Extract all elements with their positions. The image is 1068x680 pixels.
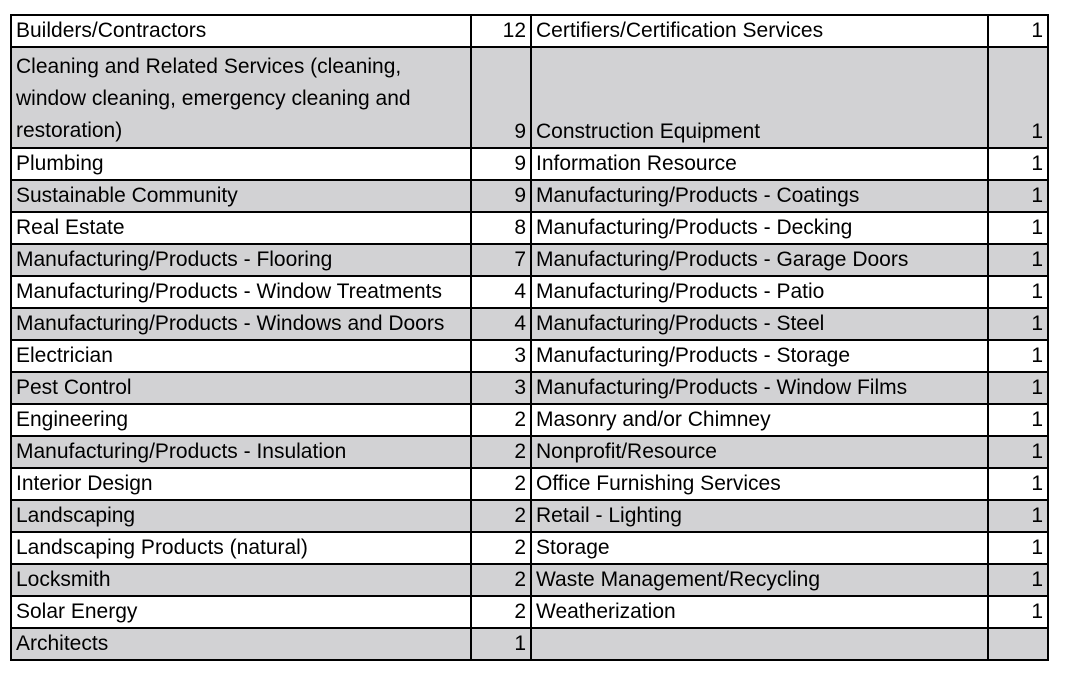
left-count-cell[interactable]: 2 [471, 532, 531, 564]
table-row [11, 564, 1048, 596]
right-count-cell[interactable]: 1 [988, 468, 1048, 500]
left-category-cell[interactable]: Pest Control [11, 372, 471, 404]
left-category-cell[interactable]: Solar Energy [11, 596, 471, 628]
right-category-cell[interactable]: Manufacturing/Products - Storage [531, 340, 988, 372]
table-row [11, 148, 1048, 180]
left-category-cell[interactable]: Builders/Contractors [11, 15, 471, 47]
left-category-cell[interactable]: Real Estate [11, 212, 471, 244]
left-category-cell[interactable]: Sustainable Community [11, 180, 471, 212]
left-count-cell[interactable]: 4 [471, 276, 531, 308]
table-row [11, 372, 1048, 404]
right-category-cell[interactable]: Waste Management/Recycling [531, 564, 988, 596]
right-count-cell[interactable]: 1 [988, 276, 1048, 308]
right-category-cell[interactable]: Certifiers/Certification Services [531, 15, 988, 47]
right-count-cell[interactable]: 1 [988, 244, 1048, 276]
left-count-cell[interactable]: 9 [471, 180, 531, 212]
left-category-cell[interactable]: Manufacturing/Products - Insulation [11, 436, 471, 468]
left-count-cell[interactable]: 7 [471, 244, 531, 276]
left-count-cell[interactable]: 2 [471, 404, 531, 436]
right-count-cell[interactable]: 1 [988, 308, 1048, 340]
table-row [11, 212, 1048, 244]
right-count-cell[interactable]: 1 [988, 532, 1048, 564]
category-count-table [10, 14, 1049, 661]
left-count-cell[interactable]: 2 [471, 468, 531, 500]
right-category-cell[interactable]: Manufacturing/Products - Coatings [531, 180, 988, 212]
right-category-cell[interactable]: Construction Equipment [531, 47, 988, 148]
right-category-cell[interactable]: Weatherization [531, 596, 988, 628]
table-row [11, 468, 1048, 500]
table-row [11, 276, 1048, 308]
left-count-cell[interactable]: 2 [471, 596, 531, 628]
right-category-cell[interactable]: Manufacturing/Products - Steel [531, 308, 988, 340]
left-category-cell[interactable]: Electrician [11, 340, 471, 372]
table-row [11, 436, 1048, 468]
left-count-cell[interactable]: 8 [471, 212, 531, 244]
right-category-cell[interactable]: Nonprofit/Resource [531, 436, 988, 468]
right-count-cell[interactable]: 1 [988, 340, 1048, 372]
right-count-cell[interactable]: 1 [988, 212, 1048, 244]
left-count-cell[interactable]: 2 [471, 500, 531, 532]
table-row [11, 500, 1048, 532]
right-count-cell[interactable]: 1 [988, 148, 1048, 180]
right-category-cell[interactable]: Retail - Lighting [531, 500, 988, 532]
table-row [11, 308, 1048, 340]
left-count-cell[interactable]: 9 [471, 148, 531, 180]
left-category-cell[interactable]: Locksmith [11, 564, 471, 596]
right-category-cell[interactable]: Office Furnishing Services [531, 468, 988, 500]
left-count-cell[interactable]: 4 [471, 308, 531, 340]
right-category-cell[interactable] [531, 628, 988, 660]
right-count-cell[interactable]: 1 [988, 15, 1048, 47]
table-row [11, 47, 1048, 148]
right-category-cell[interactable]: Manufacturing/Products - Garage Doors [531, 244, 988, 276]
left-category-cell[interactable]: Landscaping [11, 500, 471, 532]
right-count-cell[interactable]: 1 [988, 47, 1048, 148]
left-count-cell[interactable]: 3 [471, 340, 531, 372]
right-count-cell[interactable]: 1 [988, 372, 1048, 404]
left-category-cell[interactable]: Interior Design [11, 468, 471, 500]
right-count-cell[interactable] [988, 628, 1048, 660]
table-row [11, 596, 1048, 628]
table-row [11, 15, 1048, 47]
left-count-cell[interactable]: 2 [471, 564, 531, 596]
right-category-cell[interactable]: Masonry and/or Chimney [531, 404, 988, 436]
right-category-cell[interactable]: Manufacturing/Products - Window Films [531, 372, 988, 404]
right-count-cell[interactable]: 1 [988, 180, 1048, 212]
left-category-cell[interactable]: Manufacturing/Products - Window Treatments [11, 276, 471, 308]
left-category-cell[interactable]: Manufacturing/Products - Windows and Doors [11, 308, 471, 340]
left-category-cell[interactable]: Plumbing [11, 148, 471, 180]
right-category-cell[interactable]: Manufacturing/Products - Patio [531, 276, 988, 308]
table-row [11, 628, 1048, 660]
table-row [11, 180, 1048, 212]
right-category-cell[interactable]: Manufacturing/Products - Decking [531, 212, 988, 244]
table-row [11, 244, 1048, 276]
left-count-cell[interactable]: 12 [471, 15, 531, 47]
left-category-cell[interactable]: Landscaping Products (natural) [11, 532, 471, 564]
right-count-cell[interactable]: 1 [988, 436, 1048, 468]
right-count-cell[interactable]: 1 [988, 596, 1048, 628]
right-count-cell[interactable]: 1 [988, 500, 1048, 532]
left-category-cell[interactable]: Architects [11, 628, 471, 660]
table-row [11, 532, 1048, 564]
left-count-cell[interactable]: 9 [471, 47, 531, 148]
left-category-cell[interactable]: Engineering [11, 404, 471, 436]
right-count-cell[interactable]: 1 [988, 404, 1048, 436]
left-count-cell[interactable]: 3 [471, 372, 531, 404]
table-row [11, 404, 1048, 436]
right-category-cell[interactable]: Information Resource [531, 148, 988, 180]
left-category-cell[interactable]: Manufacturing/Products - Flooring [11, 244, 471, 276]
right-count-cell[interactable]: 1 [988, 564, 1048, 596]
left-category-cell[interactable]: Cleaning and Related Services (cleaning, window cleaning, emergency cleaning and restoration) [11, 47, 471, 148]
left-count-cell[interactable]: 1 [471, 628, 531, 660]
right-category-cell[interactable]: Storage [531, 532, 988, 564]
left-count-cell[interactable]: 2 [471, 436, 531, 468]
table-row [11, 340, 1048, 372]
